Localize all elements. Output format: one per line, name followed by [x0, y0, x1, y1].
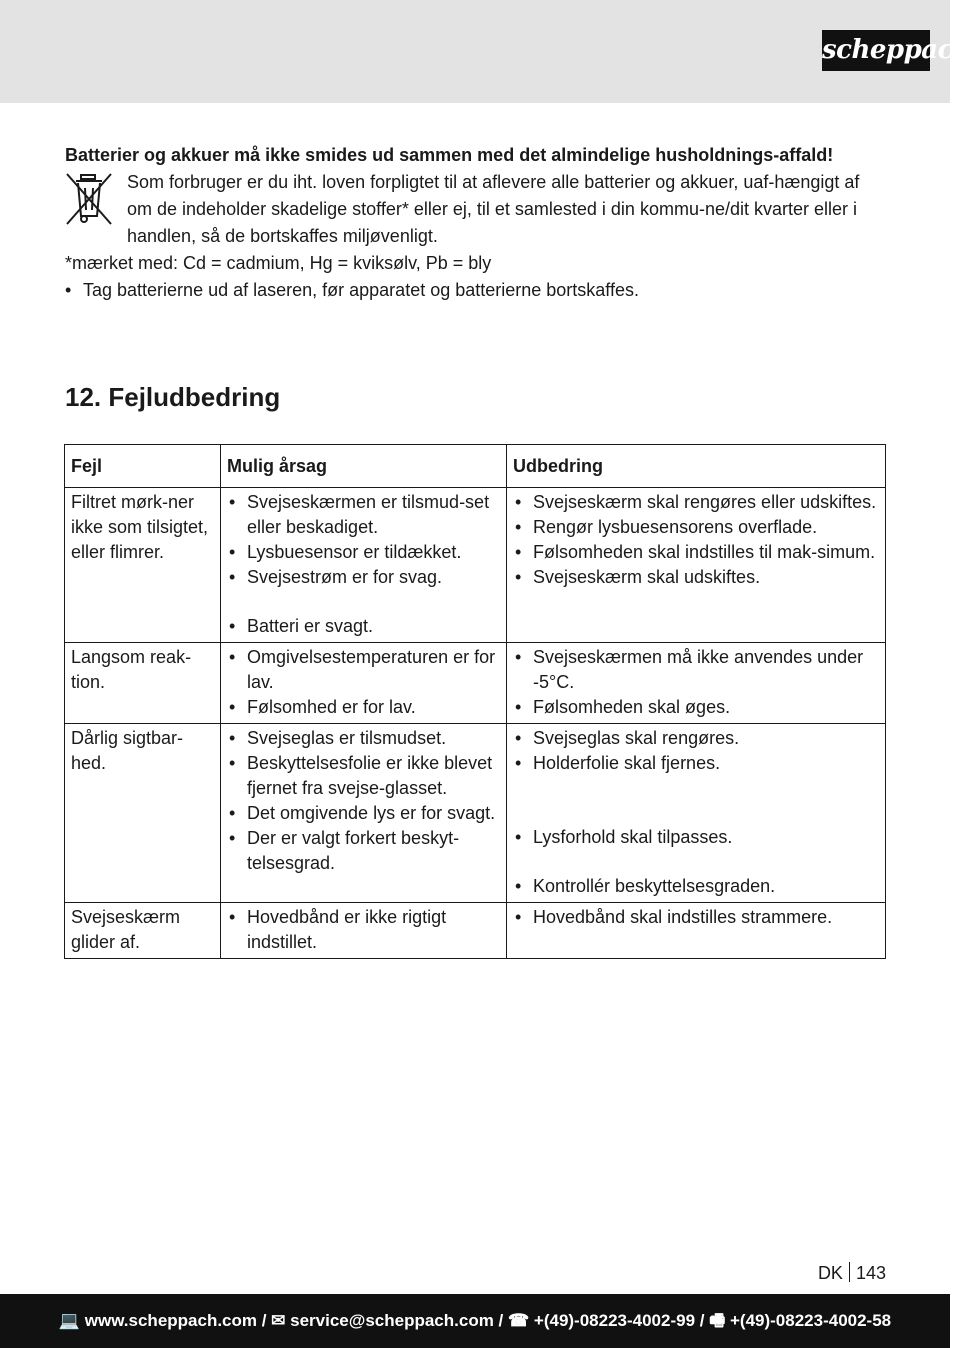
table-row — [65, 488, 886, 643]
remedy-cell — [507, 643, 886, 724]
remedy-cell — [507, 488, 886, 643]
column-header-remedy: Udbedring — [507, 445, 886, 488]
disposal-bullet-text: Tag batterierne ud af laseren, før apparatet og batterierne bortskaffes. — [83, 280, 639, 300]
list-item: • Svejseglas skal rengøres. — [513, 726, 879, 751]
cause-cell — [221, 643, 507, 724]
disposal-notice-text: Som forbruger er du iht. loven forpligtet til at aflevere alle batterier og akkuer, uaf-hængigt af om de indeholder skadelige stoffer* eller ej, til et samlested i din kommu-ne/dit kvarter eller i handlen, så de bortskaffes miljøvenligt. — [127, 172, 860, 246]
cause-cell — [221, 903, 507, 959]
list-item: • Rengør lysbuesensorens overflade. — [513, 515, 879, 540]
fault-cell: Langsom reak-tion. — [65, 643, 221, 724]
page-language: DK — [817, 1263, 843, 1283]
list-item: • Svejsestrøm er for svag. — [227, 565, 500, 590]
cause-cell — [221, 488, 507, 643]
list-item: • Batteri er svagt. — [227, 614, 500, 639]
list-item: • Svejseskærm skal udskiftes. — [513, 565, 879, 590]
remedy-cell — [507, 724, 886, 903]
footer-contact-text: 💻 www.scheppach.com / ✉ service@scheppach.com / ☎ +(49)-08223-4002-99 / 🖷 +(49)-08223-4002-58 — [58, 1311, 892, 1330]
list-item: • Svejseskærmen må ikke anvendes under -5°C. — [513, 645, 879, 695]
column-header-fault: Fejl — [65, 445, 221, 488]
disposal-notice — [65, 169, 887, 250]
crossed-out-bin-icon — [65, 172, 113, 226]
section-title: 12. Fejludbedring — [65, 382, 281, 412]
cause-cell — [221, 724, 507, 903]
table-header-row — [65, 445, 886, 488]
list-item: • Hovedbånd skal indstilles strammere. — [513, 905, 879, 930]
page-number — [818, 1262, 886, 1284]
list-item: • Der er valgt forkert beskyt-telsesgrad. — [227, 826, 500, 876]
list-item: • Lysbuesensor er tildækket. — [227, 540, 500, 565]
troubleshooting-table — [64, 444, 886, 959]
table-row — [65, 724, 886, 903]
list-item: • Følsomheden skal indstilles til mak-simum. — [513, 540, 879, 565]
fault-cell: Dårlig sigtbar-hed. — [65, 724, 221, 903]
page-number-divider — [849, 1262, 850, 1282]
column-header-cause: Mulig årsag — [221, 445, 507, 488]
list-item: • Svejseskærmen er tilsmud-set eller beskadiget. — [227, 490, 500, 540]
list-item: • Kontrollér beskyttelsesgraden. — [513, 874, 879, 899]
table-row — [65, 643, 886, 724]
disposal-bullet — [65, 277, 887, 304]
list-item: • Lysforhold skal tilpasses. — [513, 825, 879, 850]
battery-warning-heading: Batterier og akkuer må ikke smides ud sammen med det almindelige husholdnings-affald! — [65, 145, 834, 165]
list-item: • Hovedbånd er ikke rigtigt indstillet. — [227, 905, 500, 955]
list-item: • Omgivelsestemperaturen er for lav. — [227, 645, 500, 695]
list-item: • Holderfolie skal fjernes. — [513, 751, 879, 776]
hazard-footnote: *mærket med: Cd = cadmium, Hg = kviksølv, Pb = bly — [65, 253, 492, 273]
list-item: • Svejseglas er tilsmudset. — [227, 726, 500, 751]
list-item: • Svejseskærm skal rengøres eller udskiftes. — [513, 490, 879, 515]
bullet-dot: • — [65, 280, 72, 300]
page-header — [0, 0, 971, 103]
page-number-value: 143 — [855, 1263, 886, 1283]
brand-logo: scheppach — [822, 30, 930, 71]
list-item: • Følsomhed er for lav. — [227, 695, 500, 720]
list-item: • Beskyttelsesfolie er ikke blevet fjernet fra svejse-glasset. — [227, 751, 500, 801]
fault-cell: Filtret mørk-ner ikke som tilsigtet, eller flimrer. — [65, 488, 221, 643]
list-item: • Det omgivende lys er for svagt. — [227, 801, 500, 826]
table-row — [65, 903, 886, 959]
battery-disposal-section — [65, 142, 887, 304]
fault-cell: Svejseskærm glider af. — [65, 903, 221, 959]
page-footer — [0, 1294, 950, 1348]
list-item: • Følsomheden skal øges. — [513, 695, 879, 720]
remedy-cell — [507, 903, 886, 959]
